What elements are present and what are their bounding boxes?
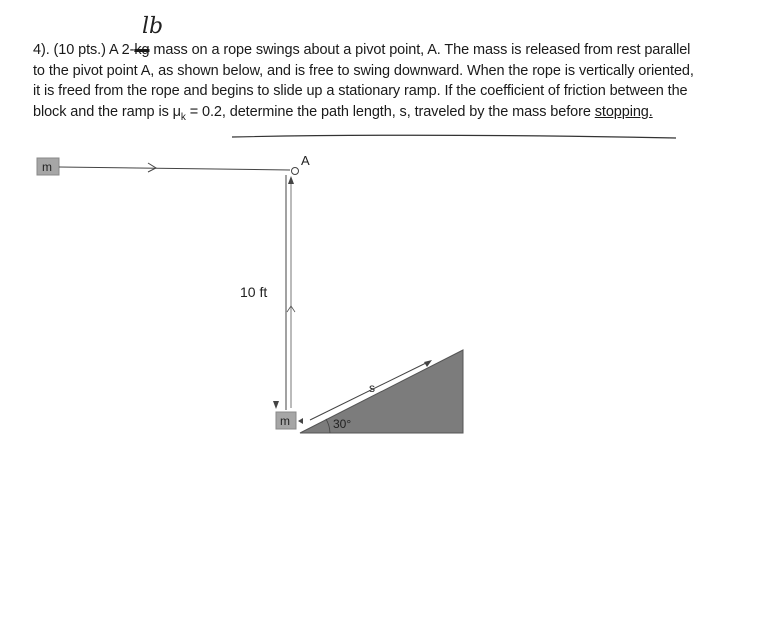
handwritten-unit-annotation: lb [142,14,164,39]
dimension-arrow-top [288,176,294,184]
dimension-arrow-bottom [273,401,279,409]
problem-line-4-mid: = 0.2, determine the path length, s, traveled by the mass before [185,103,595,120]
problem-line-3: it is freed from the rope and begins to slide up a stationary ramp. If the coefficient of friction between the [33,83,688,99]
swing-direction-arrow [148,163,156,172]
pivot-label: A [301,153,310,168]
angle-label: 30° [333,417,352,431]
ramp [300,350,463,433]
mu-subscript: k [180,111,186,123]
mass-start-label: m [42,160,52,174]
problem-line-2: to the pivot point A, as shown below, and is free to swing downward. When the rope is vertically oriented, [33,62,694,79]
problem-line-1-start: 4). (10 pts.) A 2- [33,42,135,58]
problem-line-1-end: mass on a rope swings about a pivot point, A. The mass is released from rest parallel [149,42,691,58]
mass-bottom-label: m [280,414,290,428]
problem-line-4-end: stopping. [594,103,653,120]
horizontal-rope [59,167,290,170]
pivot-point [292,168,299,175]
handwritten-underline [232,135,676,138]
path-label: s [369,381,375,395]
problem-line-4-start: block and the ramp is μ [33,103,181,120]
contact-arrow [298,418,303,424]
rope-length-label: 10 ft [240,284,268,300]
crossed-unit: kg [134,42,150,58]
